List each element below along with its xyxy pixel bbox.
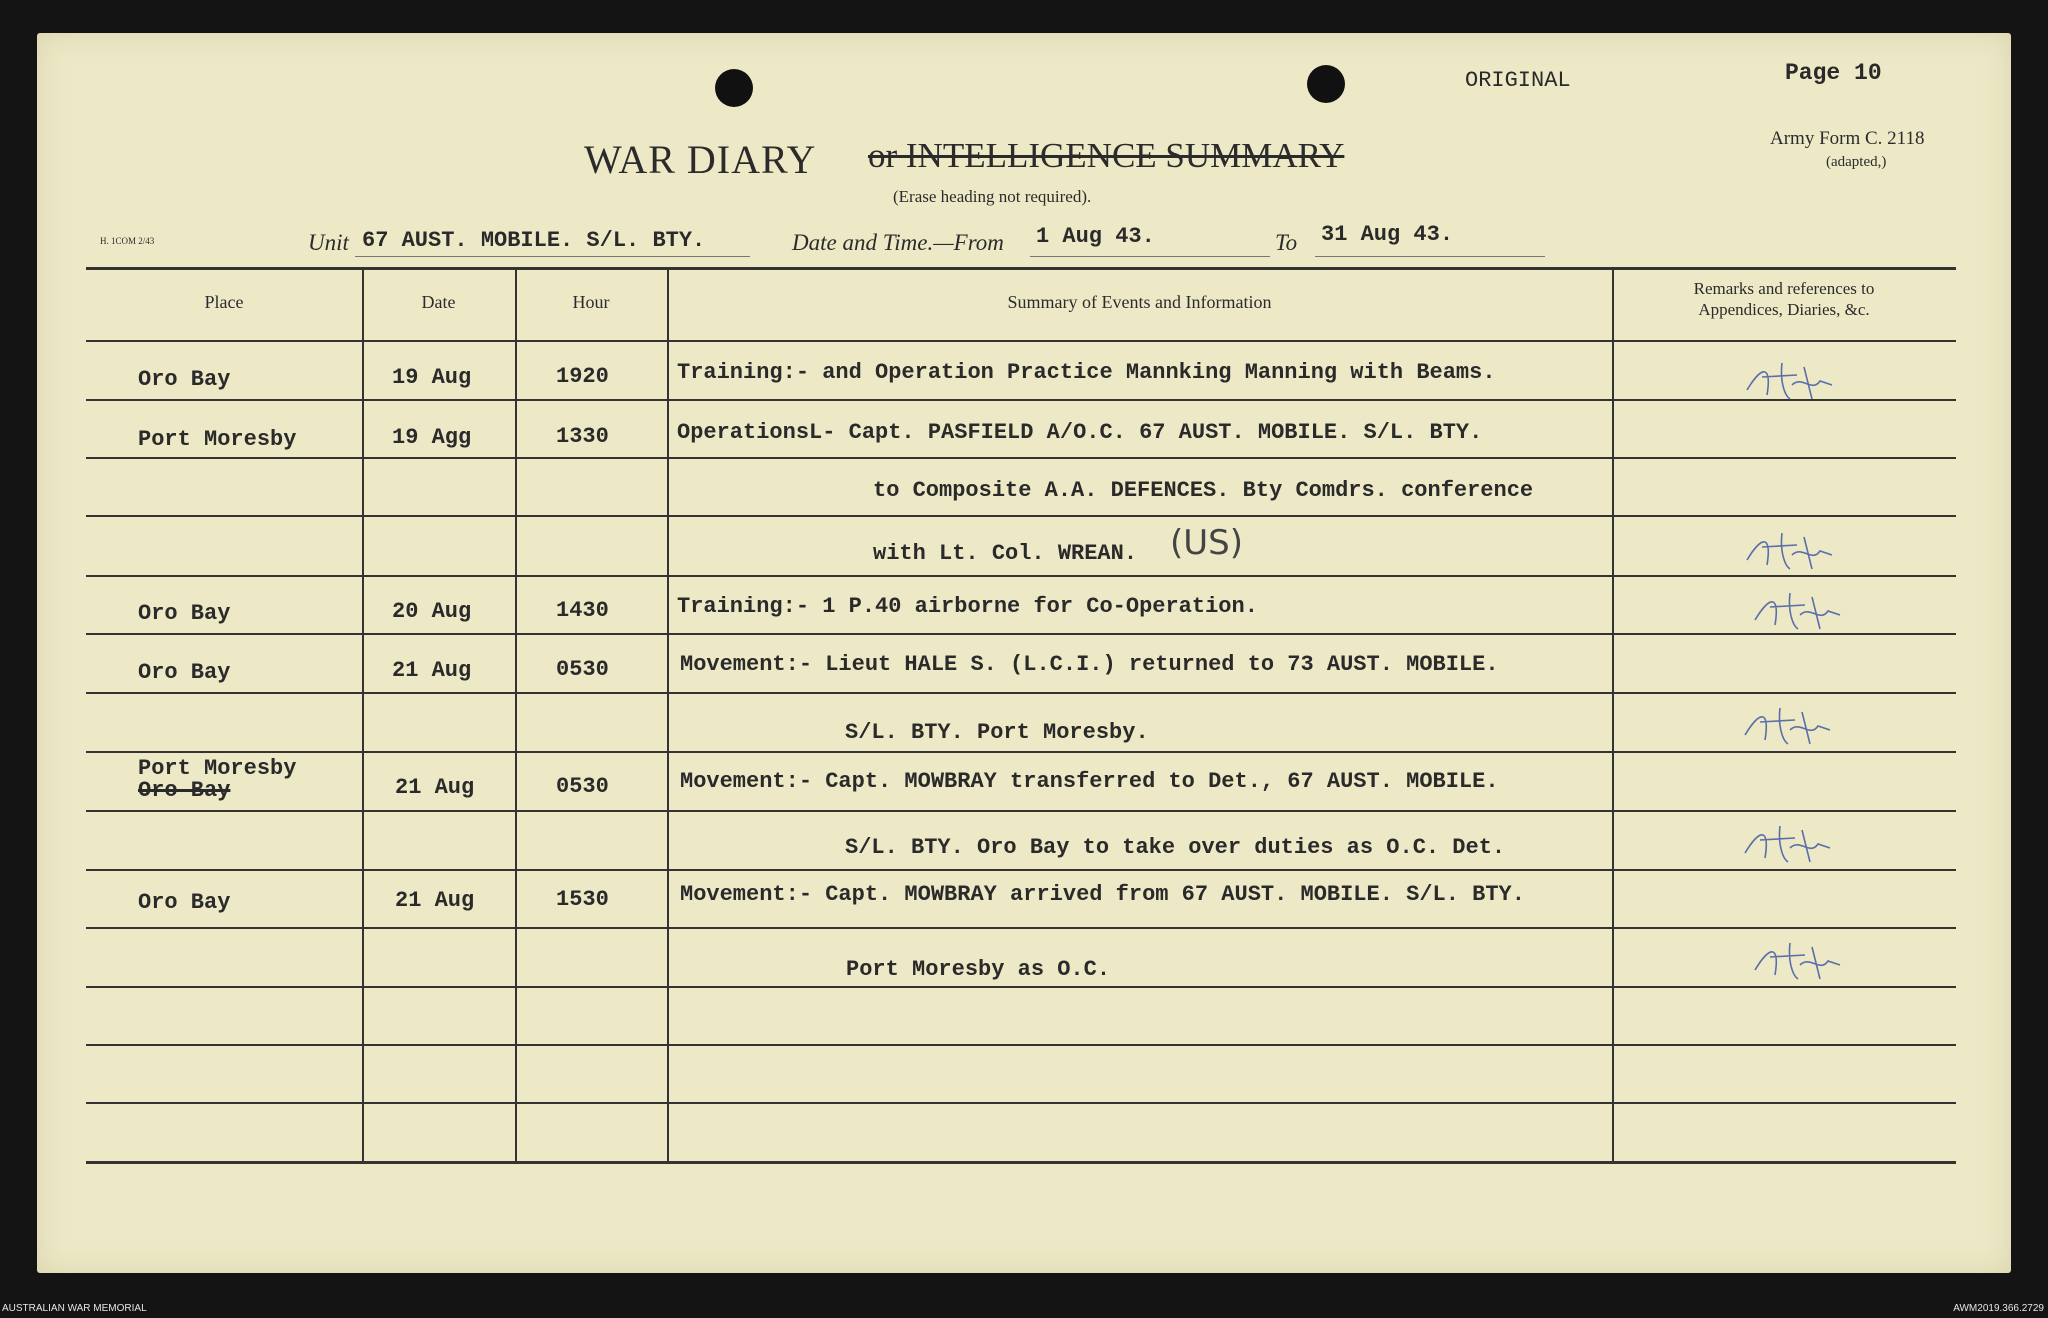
signature-icon xyxy=(1740,700,1850,752)
column-header-hour: Hour xyxy=(572,292,610,312)
row-rule xyxy=(86,986,1956,988)
row-rule xyxy=(86,457,1956,459)
hour-cell: 0530 xyxy=(556,657,609,682)
footer-credit: AUSTRALIAN WAR MEMORIAL xyxy=(2,1303,147,1314)
unit-underline xyxy=(355,256,750,257)
unit-label: Unit xyxy=(308,230,349,255)
adapted-label: (adapted,) xyxy=(1826,154,1887,170)
column-header-date: Date xyxy=(421,292,456,312)
unit-value: 67 AUST. MOBILE. S/L. BTY. xyxy=(362,228,706,253)
date-cell: 21 Aug xyxy=(395,775,475,800)
place-cell: Port Moresby xyxy=(138,427,297,452)
place-cell: Oro Bay xyxy=(138,601,231,626)
summary-cell: Port Moresby as O.C. xyxy=(846,957,1111,982)
original-stamp: ORIGINAL xyxy=(1465,68,1571,93)
hour-cell: 1430 xyxy=(556,598,609,623)
table-bottom-rule xyxy=(86,1161,1956,1164)
date-cell: 21 Aug xyxy=(395,888,475,913)
to-date: 31 Aug 43. xyxy=(1321,222,1454,247)
place-cell: Oro Bay xyxy=(138,890,231,915)
hour-cell: 0530 xyxy=(556,774,609,799)
summary-cell: OperationsL- Capt. PASFIELD A/O.C. 67 AUST. MOBILE. S/L. BTY. xyxy=(677,420,1483,445)
place-cell: Oro Bay xyxy=(138,367,231,392)
summary-cell: Movement:- Capt. MOWBRAY transferred to Det., 67 AUST. MOBILE. xyxy=(680,769,1499,794)
struck-title: or INTELLIGENCE SUMMARY xyxy=(868,136,1345,175)
page-number: Page 10 xyxy=(1785,60,1882,86)
date-time-label: Date and Time.—From xyxy=(792,230,1004,255)
from-date: 1 Aug 43. xyxy=(1036,224,1155,249)
place-cell: Oro Bay xyxy=(138,660,231,685)
row-rule xyxy=(86,751,1956,753)
date-cell: 19 Agg xyxy=(392,425,472,450)
summary-cell: S/L. BTY. Port Moresby. xyxy=(845,720,1149,745)
signature-icon xyxy=(1750,585,1860,637)
date-cell: 20 Aug xyxy=(392,599,472,624)
page-title: WAR DIARY xyxy=(584,137,817,182)
column-divider xyxy=(362,268,364,1161)
to-underline xyxy=(1315,256,1545,257)
row-rule xyxy=(86,515,1956,517)
row-rule xyxy=(86,810,1956,812)
date-cell: 19 Aug xyxy=(392,365,472,390)
signature-icon xyxy=(1742,355,1852,407)
column-header-summary: Summary of Events and Information xyxy=(1007,292,1272,312)
row-rule xyxy=(86,1102,1956,1104)
army-form-label: Army Form C. 2118 xyxy=(1770,128,1925,149)
summary-cell: Movement:- Lieut HALE S. (L.C.I.) returned to 73 AUST. MOBILE. xyxy=(680,652,1499,677)
column-header-remarks-line1: Remarks and references to xyxy=(1693,279,1875,298)
row-rule xyxy=(86,927,1956,929)
row-rule xyxy=(86,692,1956,694)
erase-note: (Erase heading not required). xyxy=(893,187,1092,206)
summary-cell: to Composite A.A. DEFENCES. Bty Comdrs. conference xyxy=(873,478,1534,503)
footer-accession: AWM2019.366.2729 xyxy=(1953,1303,2044,1314)
hour-cell: 1330 xyxy=(556,424,609,449)
column-divider xyxy=(1612,268,1614,1161)
column-header-place: Place xyxy=(204,292,244,312)
place-cell: Port Moresby xyxy=(138,756,297,781)
punch-hole-icon xyxy=(1307,65,1345,103)
signature-icon xyxy=(1740,818,1850,870)
row-rule xyxy=(86,633,1956,635)
to-label: To xyxy=(1275,230,1298,255)
summary-cell: S/L. BTY. Oro Bay to take over duties as O.C. Det. xyxy=(845,835,1506,860)
column-divider xyxy=(667,268,669,1161)
column-divider xyxy=(515,268,517,1161)
row-rule xyxy=(86,1044,1956,1046)
form-code: H. 1COM 2/43 xyxy=(100,236,155,246)
handwritten-note: (US) xyxy=(1170,523,1243,563)
row-rule xyxy=(86,869,1956,871)
summary-cell: Training:- 1 P.40 airborne for Co-Operation. xyxy=(677,594,1258,619)
table-top-rule xyxy=(86,267,1956,270)
place-cell-struck: Oro Bay xyxy=(138,778,231,803)
from-underline xyxy=(1030,256,1270,257)
summary-cell: with Lt. Col. WREAN. xyxy=(873,541,1138,566)
summary-cell: Movement:- Capt. MOWBRAY arrived from 67 AUST. MOBILE. S/L. BTY. xyxy=(680,882,1525,907)
date-cell: 21 Aug xyxy=(392,658,472,683)
column-header-remarks-line2: Appendices, Diaries, &c. xyxy=(1698,300,1870,319)
row-rule xyxy=(86,399,1956,401)
hour-cell: 1530 xyxy=(556,887,609,912)
row-rule xyxy=(86,340,1956,342)
punch-hole-icon xyxy=(715,69,753,107)
summary-cell: Training:- and Operation Practice Mannking Manning with Beams. xyxy=(677,360,1496,385)
signature-icon xyxy=(1742,525,1852,577)
row-rule xyxy=(86,575,1956,577)
hour-cell: 1920 xyxy=(556,364,609,389)
signature-icon xyxy=(1750,935,1860,987)
